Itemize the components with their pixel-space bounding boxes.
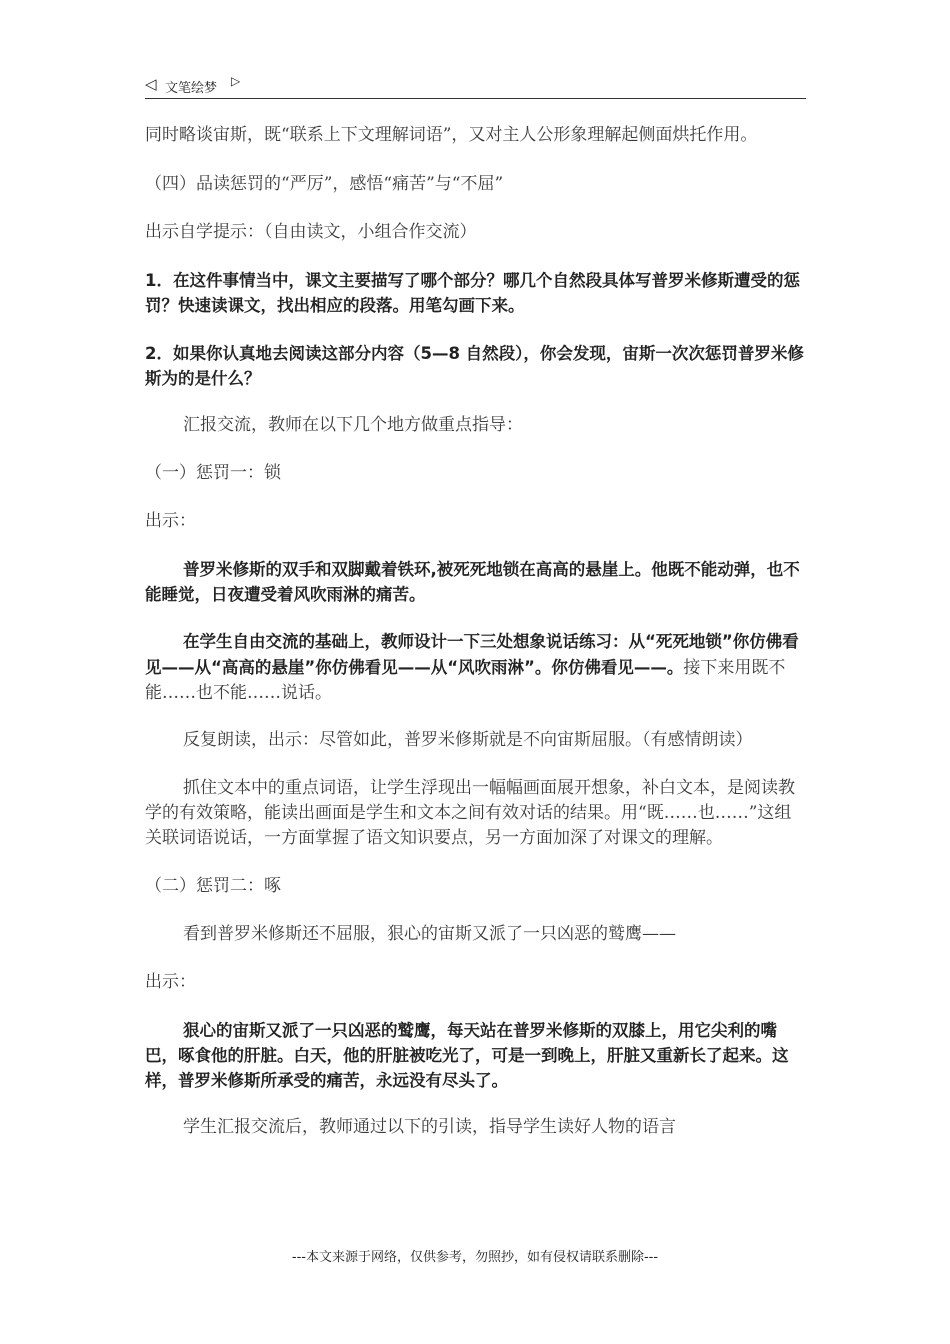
show-label: 出示： <box>145 511 196 531</box>
left-triangle-icon: ◁ <box>145 75 157 93</box>
section-heading: （四）品读惩罚的“严厉”，感悟“痛苦”与“不屈” <box>145 174 504 194</box>
sub-heading: （二）惩罚二：啄 <box>145 876 281 896</box>
paragraph: 反复朗读，出示：尽管如此，普罗米修斯就是不向宙斯屈服。（有感情朗读） <box>183 730 753 750</box>
paragraph: 看到普罗米修斯还不屈服，狠心的宙斯又派了一只凶恶的鹫鹰—— <box>183 924 676 944</box>
paragraph: 抓住文本中的重点词语，让学生浮现出一幅幅画面展开想象，补白文本，是阅读教学的有效策略，能读出画面是学生和文本之间有效对话的结果。用“既……也……”这组关联词语说话，一方面掌握了语文知识要点，另一方面加深了对课文的理解。 <box>145 778 795 848</box>
quoted-text: 普罗米修斯的双手和双脚戴着铁环,被死死地锁在高高的悬崖上。他既不能动弹，也不能睡觉，日夜遭受着风吹雨淋的痛苦。 <box>145 560 800 604</box>
document-body <box>145 123 806 1140</box>
question-1: 1．在这件事情当中，课文主要描写了哪个部分？哪几个自然段具体写普罗米修斯遭受的惩罚？快速读课文，找出相应的段落。用笔勾画下来。 <box>145 271 800 315</box>
plain-span: 接下来用既不能……也不能……说话。 <box>145 658 786 703</box>
show-label: 出示： <box>145 972 196 992</box>
paragraph <box>145 629 806 706</box>
question-2: 2．如果你认真地去阅读这部分内容（5—8 自然段），你会发现，宙斯一次次惩罚普罗米修斯为的是什么？ <box>145 344 804 388</box>
paragraph: 汇报交流，教师在以下几个地方做重点指导： <box>183 415 523 435</box>
right-triangle-icon: ▷ <box>231 74 241 88</box>
bold-span: 在学生自由交流的基础上，教师设计一下三处想象说话练习：从“死死地锁”你仿佛看见——从“高高的悬崖”你仿佛看见——从“风吹雨淋”。你仿佛看见——。 <box>145 632 799 677</box>
page-footer: ---本文来源于网络，仅供参考，勿照抄，如有侵权请联系删除--- <box>291 1250 659 1265</box>
quoted-text: 狠心的宙斯又派了一只凶恶的鹫鹰，每天站在普罗米修斯的双膝上，用它尖利的嘴巴，啄食他的肝脏。白天，他的肝脏被吃光了，可是一到晚上，肝脏又重新长了起来。这样，普罗米修斯所承受的痛苦，永远没有尽头了。 <box>145 1021 789 1090</box>
paragraph: 出示自学提示：（自由读文，小组合作交流） <box>145 222 477 242</box>
paragraph: 同时略谈宙斯，既“联系上下文理解词语”，又对主人公形象理解起侧面烘托作用。 <box>145 125 758 145</box>
header-brand: 文笔绘梦 <box>165 81 218 96</box>
sub-heading: （一）惩罚一：锁 <box>145 463 281 483</box>
paragraph: 学生汇报交流后，教师通过以下的引读，指导学生读好人物的语言 <box>183 1117 676 1137</box>
page-header <box>145 72 806 99</box>
